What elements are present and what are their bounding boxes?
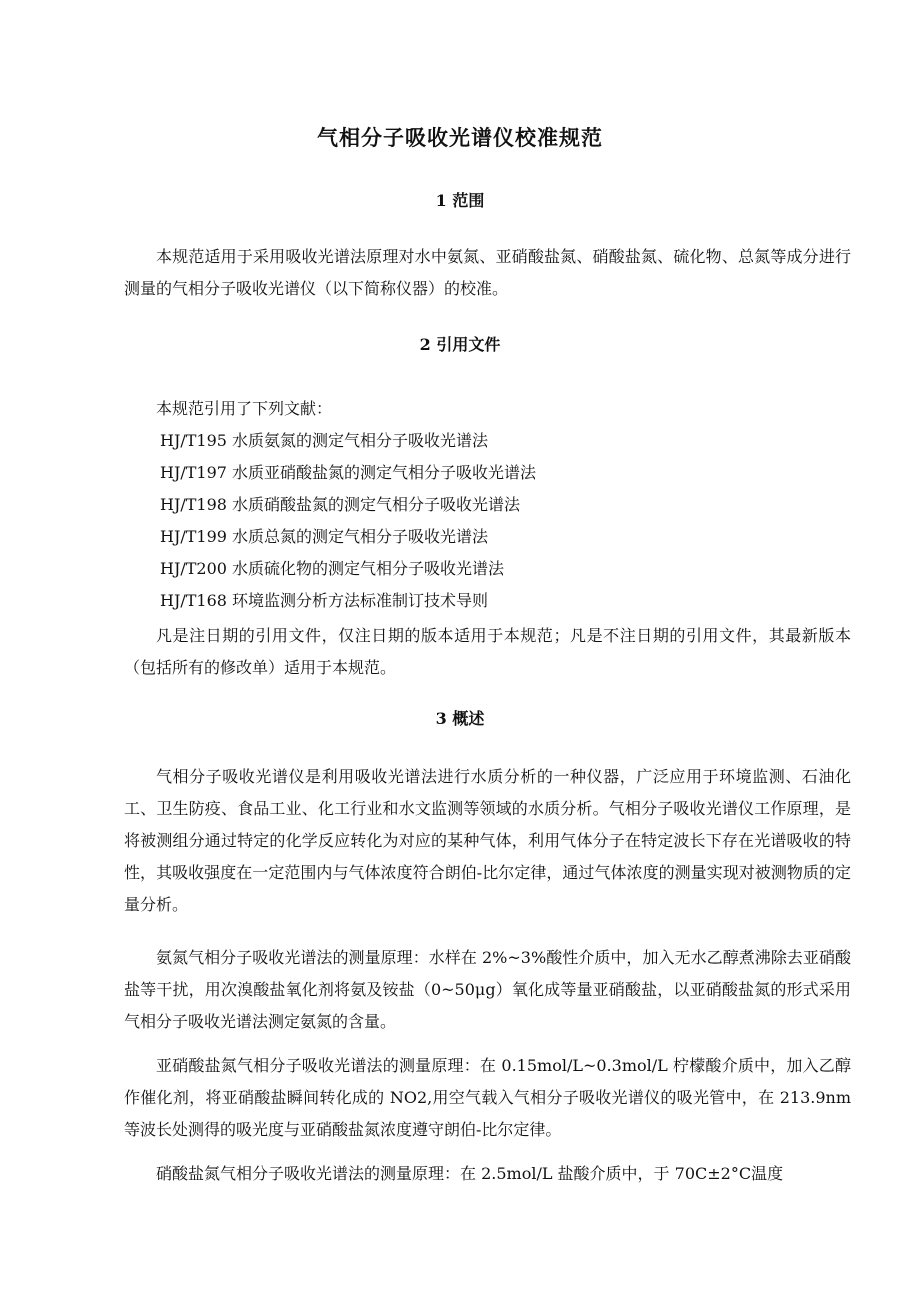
nitrate-principle-paragraph: 硝酸盐氮气相分子吸收光谱法的测量原理：在 2.5mol/L 盐酸介质中，于 70C±2°C温度 [156,1164,784,1183]
reference-item: HJ/T195 水质氨氮的测定气相分子吸收光谱法 [160,431,489,450]
scope-paragraph: 本规范适用于采用吸收光谱法原理对水中氨氮、亚硝酸盐氮、硝酸盐氮、硫化物、总氮等成分进行测量的气相分子吸收光谱仪（以下简称仪器）的校准。 [124,247,851,298]
nitrite-principle-paragraph: 亚硝酸盐氮气相分子吸收光谱法的测量原理：在 0.15mol/L~0.3mol/L 柠檬酸介质中，加入乙醇作催化剂，将亚硝酸盐瞬间转化成的 NO2,用空气载入气相分子吸收光谱仪的吸光管中，在 213.9nm 等波长处测得的吸光度与亚硝酸盐氮浓度遵守朗伯-比尔定律。 [124,1056,851,1139]
ammonia-principle-paragraph: 氨氮气相分子吸收光谱法的测量原理：水样在 2%~3%酸性介质中，加入无水乙醇煮沸除去亚硝酸盐等干扰，用次溴酸盐氧化剂将氨及铵盐（0~50μg）氧化成等量亚硝酸盐，以亚硝酸盐氮的形式采用气相分子吸收光谱法测定氨氮的含量。 [124,948,851,1031]
document-title: 气相分子吸收光谱仪校准规范 [317,126,603,150]
reference-item: HJ/T198 水质硝酸盐氮的测定气相分子吸收光谱法 [160,495,521,514]
reference-item: HJ/T168 环境监测分析方法标准制订技术导则 [160,591,489,610]
reference-item: HJ/T197 水质亚硝酸盐氮的测定气相分子吸收光谱法 [160,463,537,482]
reference-item: HJ/T200 水质硫化物的测定气相分子吸收光谱法 [160,559,505,578]
reference-list [160,425,536,617]
references-intro: 本规范引用了下列文献： [156,399,333,418]
section-heading-scope: 1 范围 [435,191,485,210]
section-heading-references: 2 引用文件 [419,335,501,354]
references-note: 凡是注日期的引用文件，仅注日期的版本适用于本规范；凡是不注日期的引用文件，其最新版本（包括所有的修改单）适用于本规范。 [124,626,851,677]
section-heading-overview: 3 概述 [435,709,485,728]
overview-paragraph: 气相分子吸收光谱仪是利用吸收光谱法进行水质分析的一种仪器，广泛应用于环境监测、石油化工、卫生防疫、食品工业、化工行业和水文监测等领域的水质分析。气相分子吸收光谱仪工作原理，是将被测组分通过特定的化学反应转化为对应的某种气体，利用气体分子在特定波长下存在光谱吸收的特性，其吸收强度在一定范围内与气体浓度符合朗伯-比尔定律，通过气体浓度的测量实现对被测物质的定量分析。 [124,767,851,914]
reference-item: HJ/T199 水质总氮的测定气相分子吸收光谱法 [160,527,489,546]
